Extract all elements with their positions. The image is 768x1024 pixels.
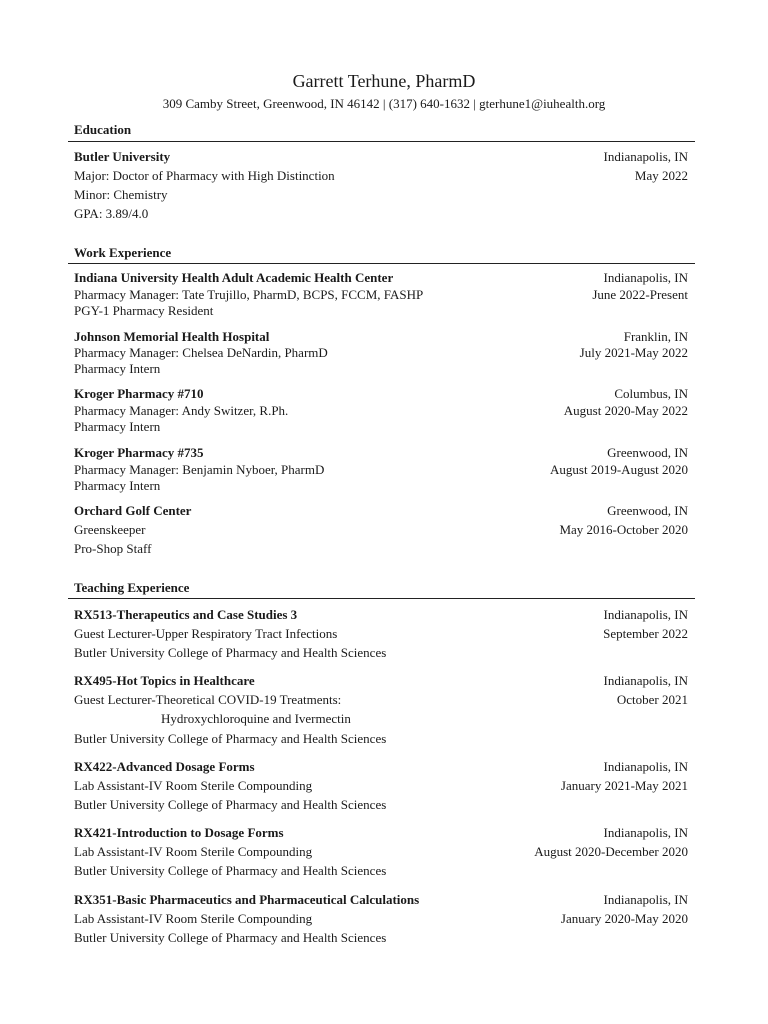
section-divider (68, 598, 695, 599)
teaching-role: Lab Assistant-IV Room Sterile Compounding (74, 911, 313, 926)
teaching-dates: September 2022 (603, 626, 688, 641)
teaching-role-continued: Hydroxychloroquine and Ivermectin (161, 711, 351, 726)
course-title: RX421-Introduction to Dosage Forms (74, 825, 284, 840)
education-row (74, 205, 688, 223)
education-row (74, 148, 688, 166)
employer-manager: Pharmacy Manager: Benjamin Nyboer, PharmD (74, 462, 325, 477)
education-row (74, 167, 688, 185)
employment-dates: May 2016-October 2020 (559, 522, 688, 537)
employer-location: Greenwood, IN (607, 503, 688, 518)
employer-name: Johnson Memorial Health Hospital (74, 329, 270, 344)
employer-location: Greenwood, IN (607, 445, 688, 460)
teaching-entry-header (74, 672, 688, 690)
employment-dates: August 2019-August 2020 (550, 462, 688, 477)
candidate-name: Garrett Terhune, PharmD (292, 71, 476, 91)
course-title: RX495-Hot Topics in Healthcare (74, 673, 255, 688)
teaching-institution: Butler University College of Pharmacy and Health Sciences (74, 930, 387, 945)
teaching-entry-line (74, 777, 688, 795)
employer-name: Indiana University Health Adult Academic Health Center (74, 270, 394, 285)
work-entry-header (74, 444, 688, 462)
job-role: Pharmacy Intern (74, 478, 161, 493)
teaching-institution: Butler University College of Pharmacy and Health Sciences (74, 863, 387, 878)
work-entry-line (74, 521, 688, 539)
course-title: RX422-Advanced Dosage Forms (74, 759, 255, 774)
section-heading-teaching: Teaching Experience (74, 580, 190, 595)
job-role: PGY-1 Pharmacy Resident (74, 303, 214, 318)
work-entry-line (74, 477, 688, 495)
work-entry-line (74, 302, 688, 320)
gpa: GPA: 3.89/4.0 (74, 206, 149, 221)
course-title: RX351-Basic Pharmaceutics and Pharmaceutical Calculations (74, 892, 420, 907)
teaching-entry-line (74, 625, 688, 643)
work-entry-line (74, 418, 688, 436)
teaching-entry-line (74, 929, 688, 947)
teaching-institution: Butler University College of Pharmacy and Health Sciences (74, 797, 387, 812)
employer-name: Orchard Golf Center (74, 503, 192, 518)
teaching-entry-line (161, 710, 688, 728)
work-entry-line (74, 360, 688, 378)
teaching-entry-line (74, 910, 688, 928)
school-location: Indianapolis, IN (603, 149, 688, 164)
education-row (74, 186, 688, 204)
teaching-entry-line (74, 862, 688, 880)
employer-location: Indianapolis, IN (603, 270, 688, 285)
teaching-entry-header (74, 758, 688, 776)
work-entry-line (74, 540, 688, 558)
course-location: Indianapolis, IN (603, 607, 688, 622)
job-role: Pharmacy Intern (74, 419, 161, 434)
teaching-institution: Butler University College of Pharmacy and Health Sciences (74, 645, 387, 660)
section-heading-education: Education (74, 122, 132, 137)
course-location: Indianapolis, IN (603, 759, 688, 774)
job-role: Pro-Shop Staff (74, 541, 152, 556)
teaching-role: Guest Lecturer-Upper Respiratory Tract Infections (74, 626, 338, 641)
teaching-entry-line (74, 644, 688, 662)
work-entry-header (74, 502, 688, 520)
course-title: RX513-Therapeutics and Case Studies 3 (74, 607, 298, 622)
teaching-dates: January 2021-May 2021 (560, 778, 688, 793)
teaching-dates: October 2021 (616, 692, 688, 707)
teaching-dates: August 2020-December 2020 (534, 844, 688, 859)
teaching-dates: January 2020-May 2020 (560, 911, 688, 926)
teaching-role: Guest Lecturer-Theoretical COVID-19 Treatments: (74, 692, 342, 707)
employer-manager: Greenskeeper (74, 522, 146, 537)
teaching-entry-header (74, 891, 688, 909)
job-role: Pharmacy Intern (74, 361, 161, 376)
course-location: Indianapolis, IN (603, 673, 688, 688)
employer-manager: Pharmacy Manager: Andy Switzer, R.Ph. (74, 403, 289, 418)
employer-location: Columbus, IN (614, 386, 688, 401)
contact-line: 309 Camby Street, Greenwood, IN 46142 | (317) 640-1632 | gterhune1@iuhealth.org (162, 96, 606, 111)
employment-dates: July 2021-May 2022 (579, 345, 688, 360)
teaching-entry-header (74, 824, 688, 842)
employment-dates: August 2020-May 2022 (563, 403, 688, 418)
school-name: Butler University (74, 149, 171, 164)
employer-name: Kroger Pharmacy #710 (74, 386, 204, 401)
course-location: Indianapolis, IN (603, 892, 688, 907)
employer-manager: Pharmacy Manager: Tate Trujillo, PharmD, BCPS, FCCM, FASHP (74, 287, 424, 302)
work-entry-header (74, 269, 688, 287)
employer-name: Kroger Pharmacy #735 (74, 445, 204, 460)
degree-minor: Minor: Chemistry (74, 187, 168, 202)
teaching-institution: Butler University College of Pharmacy and Health Sciences (74, 731, 387, 746)
teaching-entry-line (74, 796, 688, 814)
teaching-role: Lab Assistant-IV Room Sterile Compounding (74, 844, 313, 859)
teaching-entry-line (74, 691, 688, 709)
teaching-role: Lab Assistant-IV Room Sterile Compounding (74, 778, 313, 793)
course-location: Indianapolis, IN (603, 825, 688, 840)
employment-dates: June 2022-Present (592, 287, 688, 302)
employer-manager: Pharmacy Manager: Chelsea DeNardin, PharmD (74, 345, 328, 360)
section-divider (68, 141, 695, 142)
teaching-entry-line (74, 843, 688, 861)
teaching-entry-line (74, 730, 688, 748)
graduation-date: May 2022 (634, 168, 688, 183)
work-entry-header (74, 385, 688, 403)
teaching-entry-header (74, 606, 688, 624)
degree-major: Major: Doctor of Pharmacy with High Distinction (74, 168, 335, 183)
section-divider (68, 263, 695, 264)
employer-location: Franklin, IN (623, 329, 688, 344)
section-heading-work: Work Experience (74, 245, 172, 260)
